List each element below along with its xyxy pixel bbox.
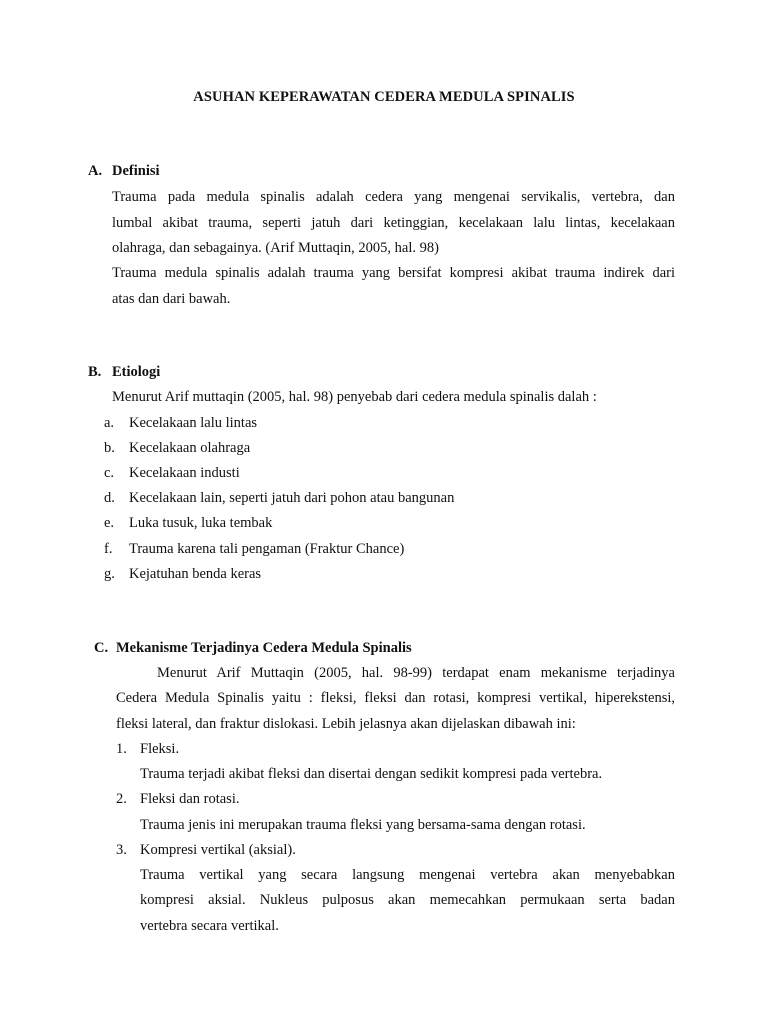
list-item-marker: b. xyxy=(104,440,115,456)
section-c-intro-line: fleksi lateral, dan fraktur dislokasi. Lebih jelasnya akan dijelaskan dibawah ini: xyxy=(116,716,576,732)
list-item-marker: f. xyxy=(104,541,113,557)
section-a-heading xyxy=(88,163,160,180)
document-title: ASUHAN KEPERAWATAN CEDERA MEDULA SPINALIS xyxy=(193,89,575,105)
list-item: Kejatuhan benda keras xyxy=(129,566,262,582)
section-c-title: Mekanisme Terjadinya Cedera Medula Spinalis xyxy=(116,640,412,656)
numbered-item-marker: 1. xyxy=(116,741,127,757)
section-b-title: Etiologi xyxy=(112,364,161,380)
list-item: Kecelakaan olahraga xyxy=(129,440,251,456)
section-c-intro-line: Menurut Arif Muttaqin (2005, hal. 98-99) terdapat enam mekanisme terjadinya xyxy=(157,665,675,681)
section-a-marker: A. xyxy=(88,163,103,179)
list-item-marker: d. xyxy=(104,490,115,506)
section-b-heading xyxy=(88,364,160,381)
numbered-item-desc: Trauma jenis ini merupakan trauma fleksi yang bersama-sama dengan rotasi. xyxy=(140,817,586,833)
section-c-marker: C. xyxy=(94,640,109,656)
section-c-heading xyxy=(94,640,412,657)
numbered-item-desc: vertebra secara vertikal. xyxy=(140,918,279,934)
list-item: Trauma karena tali pengaman (Fraktur Chance) xyxy=(129,541,405,557)
section-a-p2-line: atas dan dari bawah. xyxy=(112,291,231,307)
numbered-item-title: Fleksi. xyxy=(140,741,180,757)
section-a-p1-line: lumbal akibat trauma, seperti jatuh dari ketinggian, kecelakaan lalu lintas, kecelakaan xyxy=(112,215,675,231)
list-item-marker: c. xyxy=(104,465,115,481)
numbered-item-desc: Trauma vertikal yang secara langsung mengenai vertebra akan menyebabkan xyxy=(140,867,675,883)
numbered-item-marker: 3. xyxy=(116,842,127,858)
section-b-marker: B. xyxy=(88,364,102,380)
list-item: Luka tusuk, luka tembak xyxy=(129,515,273,531)
list-item-marker: a. xyxy=(104,415,115,431)
list-item: Kecelakaan lalu lintas xyxy=(129,415,258,431)
list-item: Kecelakaan industi xyxy=(129,465,240,481)
list-item: Kecelakaan lain, seperti jatuh dari pohon atau bangunan xyxy=(129,490,455,506)
section-a-p2-line: Trauma medula spinalis adalah trauma yang bersifat kompresi akibat trauma indirek dari xyxy=(112,265,675,281)
list-item-marker: e. xyxy=(104,515,115,531)
section-a-p1-line: olahraga, dan sebagainya. (Arif Muttaqin, 2005, hal. 98) xyxy=(112,240,439,256)
section-b-intro: Menurut Arif muttaqin (2005, hal. 98) penyebab dari cedera medula spinalis dalah : xyxy=(112,389,597,405)
section-a-p1-line: Trauma pada medula spinalis adalah cedera yang mengenai servikalis, vertebra, dan xyxy=(112,189,675,205)
section-c-intro-line: Cedera Medula Spinalis yaitu : fleksi, fleksi dan rotasi, kompresi vertikal, hiperekstensi, xyxy=(116,690,675,706)
list-item-marker: g. xyxy=(104,566,115,582)
numbered-item-desc: Trauma terjadi akibat fleksi dan disertai dengan sedikit kompresi pada vertebra. xyxy=(140,766,603,782)
numbered-item-marker: 2. xyxy=(116,791,127,807)
numbered-item-desc: kompresi aksial. Nukleus pulposus akan memecahkan permukaan serta badan xyxy=(140,892,675,908)
numbered-item-title: Kompresi vertikal (aksial). xyxy=(140,842,296,858)
section-a-title: Definisi xyxy=(112,163,160,179)
numbered-item-title: Fleksi dan rotasi. xyxy=(140,791,240,807)
